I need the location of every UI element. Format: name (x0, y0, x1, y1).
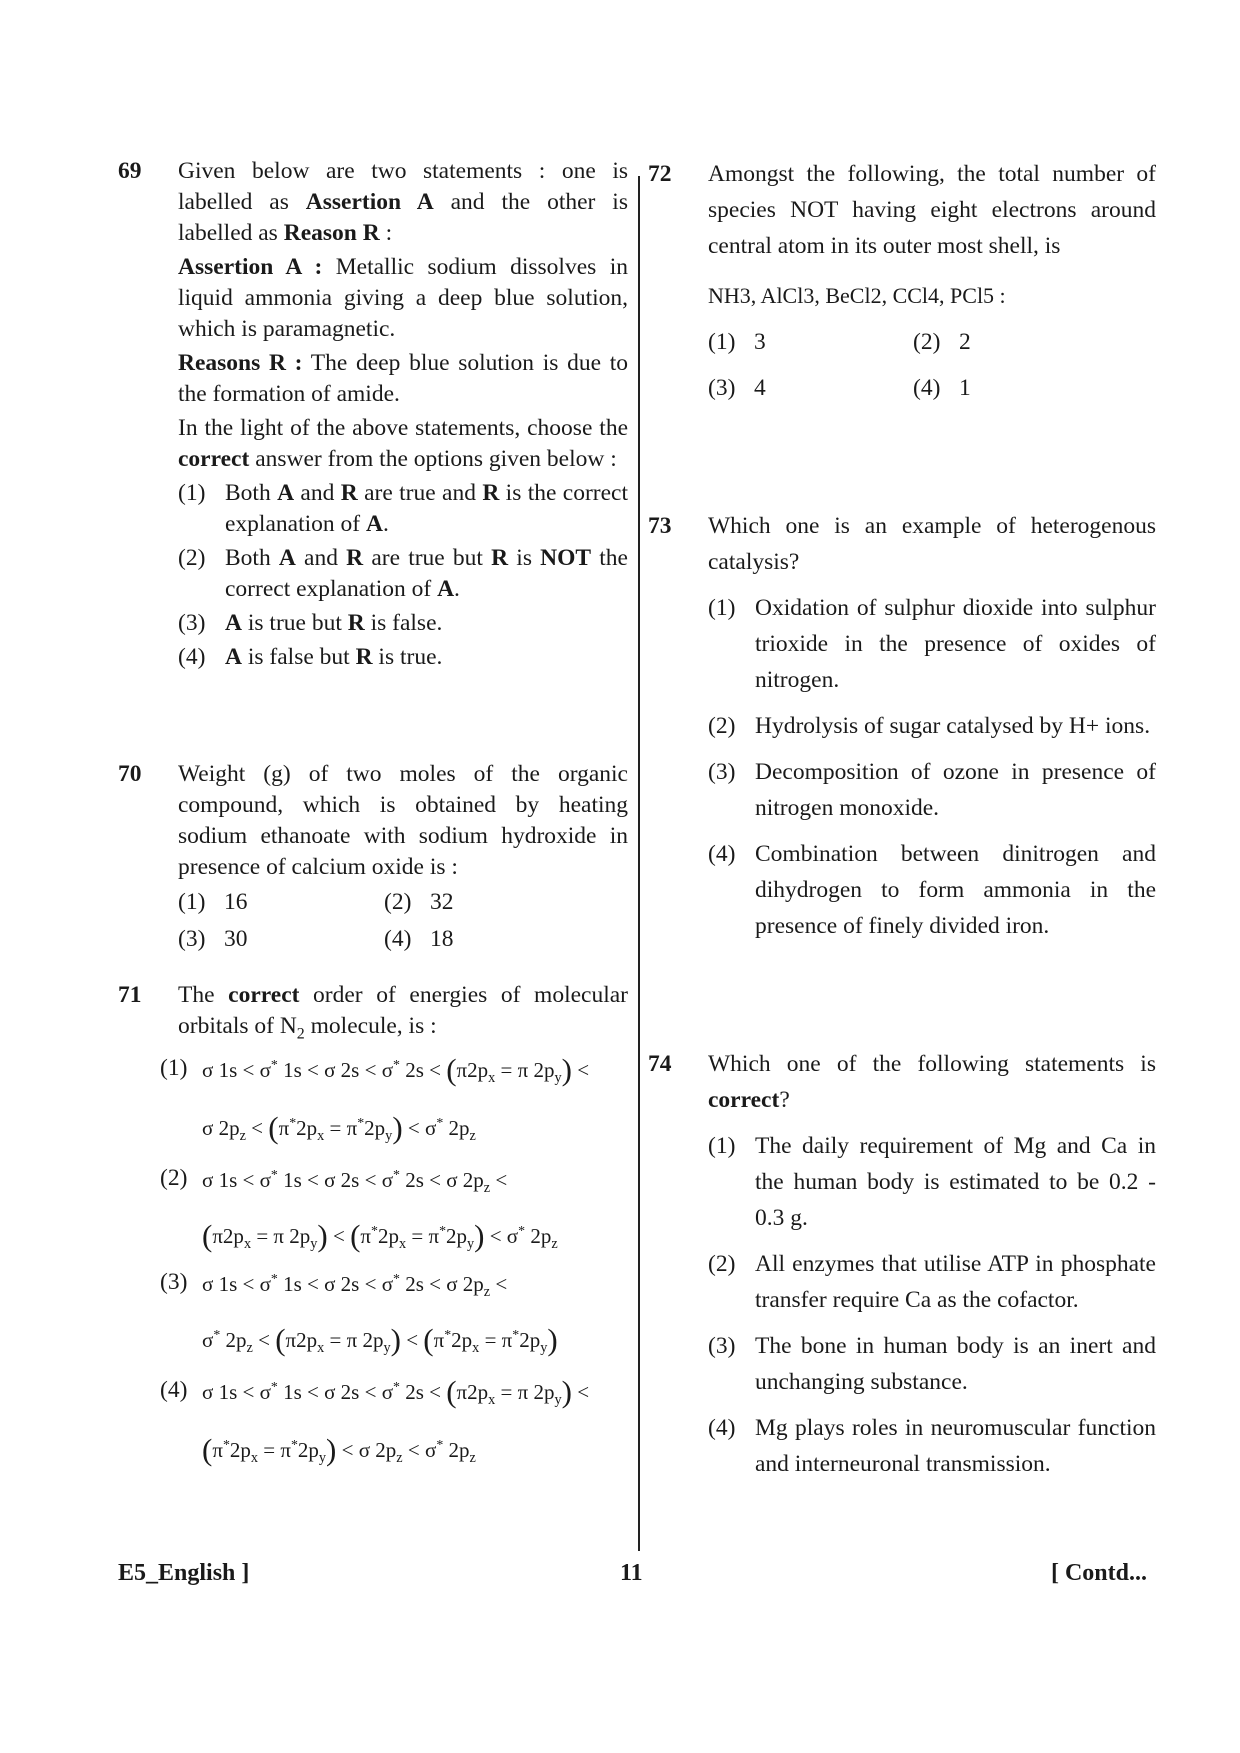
assertion-statement: Assertion A : Metallic sodium dissolves in liquid ammonia giving a deep blue solution, which is paramagnetic. (178, 254, 628, 342)
question-74 (648, 1046, 1156, 1482)
question-number: 72 (648, 161, 672, 187)
option-1[interactable]: (1) Oxidation of sulphur dioxide into sulphur trioxide in the presence of oxides of nitrogen. (708, 595, 1156, 693)
question-number: 73 (648, 513, 672, 539)
option-4[interactable]: (4) 18 (384, 926, 454, 952)
question-72 (648, 156, 1156, 406)
option-4[interactable]: (4) A is false but R is true. (178, 644, 443, 670)
option-3[interactable]: (3) Decomposition of ozone in presence of nitrogen monoxide. (708, 759, 1156, 821)
option-3[interactable]: (3) A is true but R is false. (178, 610, 443, 636)
option-1[interactable]: (1) The daily requirement of Mg and Ca in the human body is estimated to be 0.2 - 0.3 g. (708, 1133, 1156, 1231)
question-69 (118, 156, 628, 673)
footer-page-number: 11 (620, 1560, 643, 1586)
question-71 (118, 980, 628, 1050)
question-text: Which one of the following statements is correct? (708, 1051, 1156, 1113)
question-intro: Given below are two statements : one is labelled as Assertion A and the other is labelled as Reason R : (178, 158, 628, 246)
question-text: Amongst the following, the total number of species NOT having eight electrons around central atom in its outer most shell, is (708, 161, 1156, 259)
option-1[interactable]: (1) 16 (178, 889, 248, 915)
option-3[interactable]: (3) 30 (178, 926, 248, 952)
option-1[interactable]: (1) 3 (708, 329, 766, 355)
option-3[interactable]: (3) The bone in human body is an inert and unchanging substance. (708, 1333, 1156, 1395)
question-number: 69 (118, 158, 142, 184)
mo-order-options: (1) σ 1s < σ* 1s < σ 2s < σ* $2s < (\pi 2p_x = \pi$ $2p_y$) < σ $2p_z < (\pi^*2p_x = \pi^*2p_y) < \sigma^*$ $2p_z$ (2) σ 1s < σ* 1s < σ 2s < σ* 2s < σ $2p_z$ < ($\pi 2p_x = \pi$ $2p_y) < (\pi^*2p_x = \pi^*2p_y) < \sigma^*$ $2p_z$ (3) σ 1s < σ* 1s < σ 2s < σ* 2s < σ $2p_z$ < σ* $2p_z < (\pi 2p_x = \pi$ $2p_y) < (\pi^*2p_x = \pi^*2p_y)$ (4) σ 1s < σ* 1s < σ 2s < σ* $2s < (\pi 2p_x = \pi$ $2p_y$) < $(\pi^*2p_x = \pi^*2p_y) < \sigma$ $2p_z < \sigma^*$ $2p_z$ (160, 1052, 590, 1467)
footer-paper-code: E5_English ] (118, 1560, 250, 1586)
question-text: Which one is an example of heterogenous catalysis? (708, 513, 1156, 575)
option-2[interactable]: (2) All enzymes that utilise ATP in phosphate transfer require Ca as the cofactor. (708, 1251, 1156, 1313)
option-1[interactable]: (1) Both A and R are true and R is the correct explanation of A. (178, 480, 628, 537)
question-number: 70 (118, 761, 142, 787)
reason-statement: Reasons R : The deep blue solution is due to the formation of amide. (178, 350, 628, 407)
option-2[interactable]: (2) 32 (384, 889, 454, 915)
option-4[interactable]: (4) 1 (913, 375, 971, 401)
question-number: 71 (118, 982, 142, 1008)
species-list: NH3, AlCl3, BeCl2, CCl4, PCl5 : (708, 283, 1006, 308)
option-4[interactable]: (4) Mg plays roles in neuromuscular function and interneuronal transmission. (708, 1415, 1156, 1477)
question-73 (648, 508, 1156, 944)
question-number: 74 (648, 1051, 672, 1077)
footer-contd: [ Contd... (1050, 1560, 1147, 1586)
option-2[interactable]: (2) Both A and R are true but R is NOT the correct explanation of A. (178, 545, 628, 602)
question-text: The correct order of energies of molecular orbitals of $N_2$ molecule, is : (178, 982, 628, 1043)
option-4[interactable]: (4) Combination between dinitrogen and dihydrogen to form ammonia in the presence of finely divided iron. (708, 841, 1156, 939)
option-3[interactable]: (3) 4 (708, 375, 766, 401)
instruction-text: In the light of the above statements, choose the correct answer from the options given below : (178, 415, 628, 472)
question-text: Weight (g) of two moles of the organic compound, which is obtained by heating sodium ethanoate with sodium hydroxide in presence of calcium oxide is : (178, 761, 628, 880)
option-2[interactable]: (2) Hydrolysis of sugar catalysed by H+ ions. (708, 713, 1151, 739)
option-2[interactable]: (2) 2 (913, 329, 971, 355)
question-70 (118, 759, 628, 955)
